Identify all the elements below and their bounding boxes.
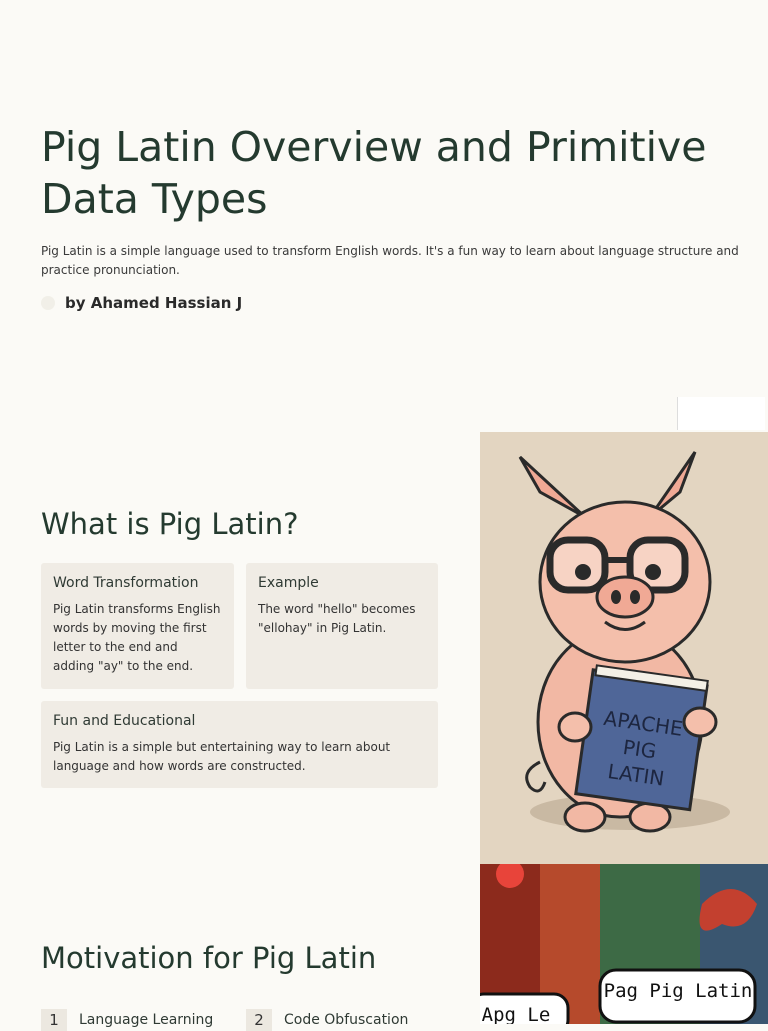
book-text-3: LATIN [606,759,666,791]
bubble-right-text: Pag Pig Latin [603,980,753,1002]
bubble-left-text: Apg Le [481,1004,551,1024]
book-text-2: PIG [621,734,658,764]
card-title: Word Transformation [53,575,199,591]
card-body: Pig Latin transforms English words by moving the first letter to the end and adding "ay" to the end. [53,602,221,673]
item-label: Language Learning [79,1012,214,1028]
card-body: The word "hello" becomes "ellohay" in Pig Latin. [258,602,416,635]
speech-bubbles-illustration [480,864,768,1024]
pig-reading-book-illustration [480,432,768,864]
page-title: Pig Latin Overview and Primitive Data Types [41,123,707,223]
item-label: Code Obfuscation [284,1012,409,1028]
floating-overlay-box [677,397,765,430]
card-word-transformation [41,563,234,689]
card-title: Example [258,575,319,591]
card-title: Fun and Educational [53,713,196,729]
card-fun-and-educational [41,701,438,788]
card-example [246,563,438,689]
book-text-1: APACHE [602,705,685,741]
avatar [41,296,55,310]
item-number: 1 [41,1009,67,1031]
author-line [41,294,242,312]
card-body: Pig Latin is a simple but entertaining way to learn about language and how words are constructed. [53,740,391,773]
item-number: 2 [246,1009,272,1031]
motivation-item-1 [41,1009,213,1031]
page-subtitle: Pig Latin is a simple language used to transform English words. It's a fun way to learn about language structure and practice pronunciation. [41,244,739,277]
motivation-item-2 [246,1009,408,1031]
author-name: by Ahamed Hassian J [65,294,243,312]
section-heading-what: What is Pig Latin? [41,507,299,541]
section-heading-motivation: Motivation for Pig Latin [41,941,377,975]
